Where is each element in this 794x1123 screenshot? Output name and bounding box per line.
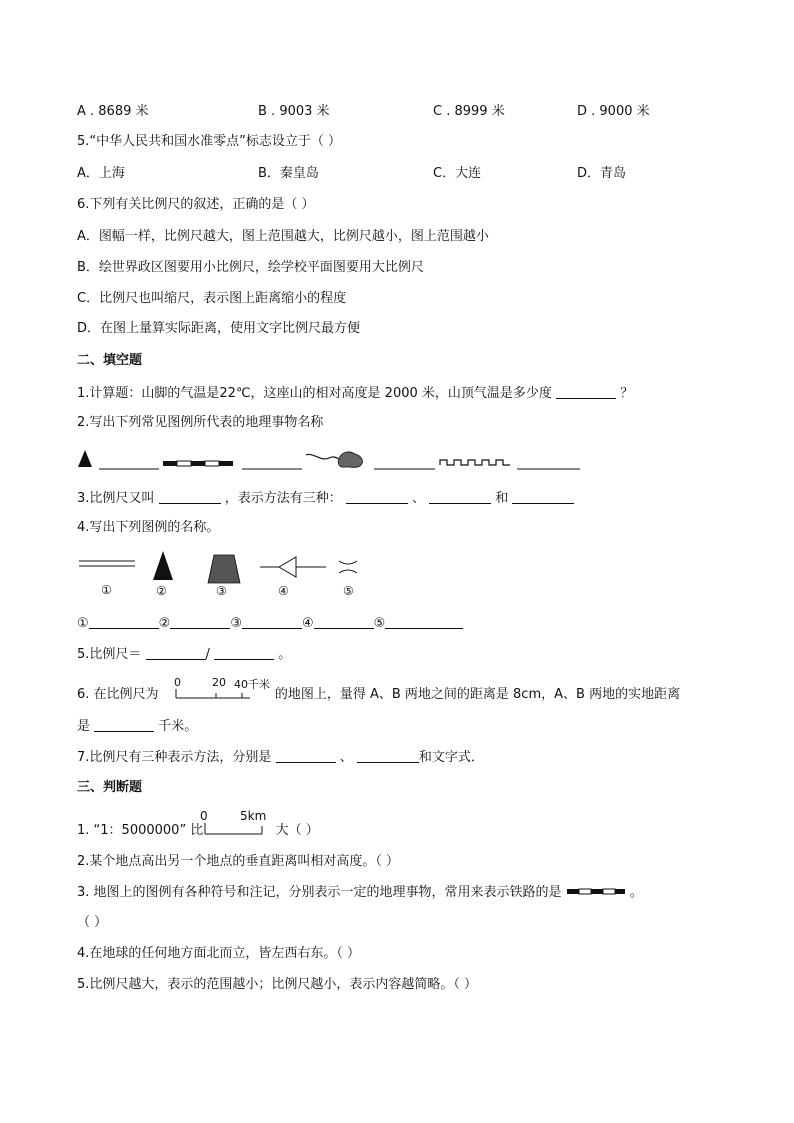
fill-q6-text-c: 是 (77, 719, 91, 734)
fill-q1 (77, 384, 633, 403)
q5-question: 5.“中华人民共和国水准零点”标志设立于（ ） (77, 134, 342, 149)
airport-icon (260, 557, 326, 577)
fill-q6-scale-tick-40: 40千米 (234, 678, 270, 691)
fill-q2: 2.写出下列常见图例所代表的地理事物名称 (77, 415, 324, 430)
q4-option-c: C . 8999 米 (433, 104, 505, 119)
q6-option-d: D．在图上量算实际距离，使用文字比例尺最方便 (77, 321, 361, 336)
section3-title: 三、判断题 (77, 780, 143, 795)
road-icon (79, 561, 135, 566)
judge-q4: 4.在地球的任何地方面北而立，皆左西右东。（ ） (77, 946, 361, 961)
fill-q4-answer-label-3: ③ (230, 616, 242, 631)
fill-q5-blank-2[interactable] (214, 645, 274, 660)
fill-q5-text-b: / (205, 647, 210, 662)
scale-bar-icon (172, 688, 252, 700)
fill-q1-end: ？ (620, 386, 634, 401)
fill-q4-blank-4[interactable] (314, 614, 374, 629)
fill-q4-blank-3[interactable] (242, 614, 302, 629)
fill-q3 (77, 489, 574, 508)
fill-q4-legend-row (77, 550, 377, 586)
fill-q4-answers (77, 614, 463, 633)
q4-option-a: A . 8689 米 (77, 104, 149, 119)
fill-q3-text-c: 、 (411, 491, 425, 506)
q6-option-c: C．比例尺也叫缩尺，表示图上距离缩小的程度 (77, 291, 347, 306)
fill-q7-blank-1[interactable] (276, 748, 336, 763)
fill-q6-scale-tick-0: 0 (174, 676, 181, 689)
fill-q4-symbol-label-1: ① (101, 583, 112, 597)
fill-q6-scale-bar (172, 676, 282, 700)
fill-q5-blank-1[interactable] (146, 645, 206, 660)
fill-q6-text-a: 6. 在比例尺为 (77, 687, 159, 702)
q5-option-b: B．秦皇岛 (258, 166, 319, 181)
q5-option-c: C．大连 (433, 166, 482, 181)
fill-q6-text-d: 千米。 (158, 719, 198, 734)
fill-q4: 4.写出下列图例的名称。 (77, 520, 220, 535)
fill-q6-blank[interactable] (94, 717, 154, 732)
fill-q6-line-1 (77, 686, 680, 704)
fill-q5 (77, 645, 291, 664)
fill-q5-text-c: 。 (278, 647, 292, 662)
fill-q1-text: 1.计算题：山脚的气温是22℃，这座山的相对高度是 2000 米，山顶气温是多少度 (77, 386, 552, 401)
fill-q6-text-b: 的地图上，量得 A、B 两地之间的距离是 8cm，A、B 两地的实地距离 (274, 687, 681, 702)
mountain-peak-icon (153, 551, 173, 580)
judge-q3-paren: （ ） (77, 915, 108, 930)
fill-q7-text-a: 7.比例尺有三种表示方法，分别是 (77, 750, 272, 765)
mountain-pass-cross-icon (339, 561, 357, 573)
q4-option-d: D . 9000 米 (577, 104, 650, 119)
q6-option-b: B．绘世界政区图要用小比例尺，绘学校平面图要用大比例尺 (77, 260, 424, 275)
judge-q1-scale-tick-0: 0 (200, 809, 208, 823)
fill-q4-symbol-label-4: ④ (278, 584, 289, 598)
mountain-peak-icon (78, 450, 92, 467)
great-wall-icon (440, 460, 510, 465)
fill-q4-answer-label-2: ② (158, 616, 171, 631)
fill-q7 (77, 748, 484, 767)
q4-option-b: B . 9003 米 (258, 104, 330, 119)
fill-q3-blank-4[interactable] (512, 489, 574, 504)
scale-bar-icon (200, 822, 266, 835)
fill-q3-text-d: 和 (495, 491, 509, 506)
section2-title: 二、填空题 (77, 353, 143, 368)
fill-q1-blank[interactable] (556, 384, 616, 399)
river-lake-icon (306, 452, 362, 467)
judge-q5: 5.比例尺越大，表示的范围越小；比例尺越小，表示内容越简略。（ ） (77, 977, 478, 992)
q6-question: 6.下列有关比例尺的叙述，正确的是（ ） (77, 197, 315, 212)
q5-option-d: D．青岛 (577, 166, 627, 181)
fill-q3-text-b: ，表示方法有三种： (224, 491, 342, 506)
fill-q4-symbol-label-3: ③ (216, 584, 227, 598)
fill-q7-blank-2[interactable] (357, 748, 419, 763)
q6-option-a: A．图幅一样，比例尺越大，图上范围越大，比例尺越小，图上范围越小 (77, 229, 489, 244)
fill-q7-text-b: 、 (339, 750, 353, 765)
fill-q4-blank-5[interactable] (385, 614, 463, 629)
judge-q1-text-b: 大（ ） (275, 823, 319, 838)
fill-q6-line-2 (77, 717, 197, 736)
judge-q1-scale-tick-5km: 5km (240, 809, 267, 823)
fill-q3-blank-2[interactable] (346, 489, 408, 504)
fill-q7-text-c: 和文字式． (418, 750, 484, 765)
judge-q1-text-a: 1. “1：5000000” 比 (77, 823, 204, 838)
fill-q4-symbol-label-5: ⑤ (343, 584, 354, 598)
fill-q4-blank-1[interactable] (89, 614, 159, 629)
fill-q3-blank-1[interactable] (159, 489, 221, 504)
fill-q6-scale-tick-20: 20 (212, 676, 226, 689)
judge-q3-text-b: 。 (629, 885, 643, 900)
fill-q4-blank-2[interactable] (170, 614, 230, 629)
judge-q3-text-a: 3. 地图上的图例有各种符号和注记，分别表示一定的地理事物，常用来表示铁路的是 (77, 885, 562, 900)
fill-q5-text-a: 5.比例尺＝ (77, 647, 142, 662)
mountain-pass-icon (208, 555, 240, 583)
fill-q4-symbol-label-2: ② (156, 584, 167, 598)
fill-q2-legend-row (77, 448, 597, 472)
judge-q1 (77, 822, 319, 840)
fill-q4-answer-label-5: ⑤ (373, 616, 386, 631)
railway-icon (566, 887, 626, 897)
fill-q4-answer-label-4: ④ (301, 616, 314, 631)
fill-q3-text-a: 3.比例尺又叫 (77, 491, 155, 506)
judge-q2: 2.某个地点高出另一个地点的垂直距离叫相对高度。（ ） (77, 854, 400, 869)
fill-q4-answer-label-1: ① (77, 616, 89, 631)
fill-q3-blank-3[interactable] (429, 489, 491, 504)
railway-icon (163, 461, 233, 466)
judge-q3 (77, 884, 643, 902)
q5-option-a: A．上海 (77, 166, 125, 181)
judge-q1-scale-bar (200, 809, 268, 837)
